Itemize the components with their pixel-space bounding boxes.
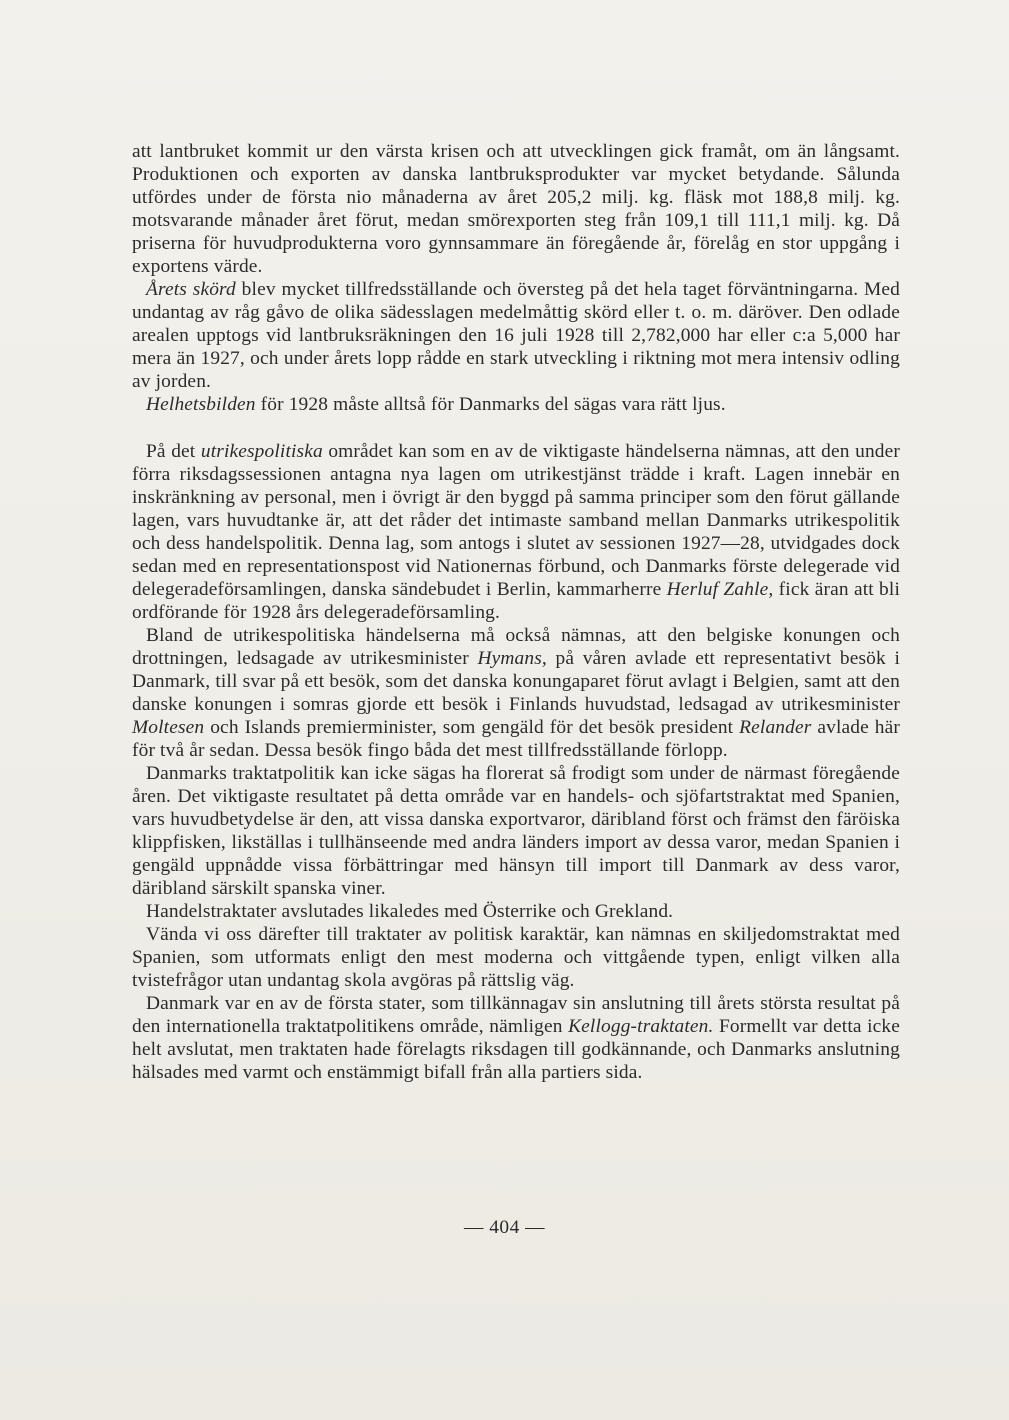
text-run: och Islands premierminister, som gengäld för det besök president — [204, 717, 740, 738]
paragraph-text: blev mycket tillfredsställande och översteg på det hela taget förväntningarna. Med undantag av råg gåvo de olika sädesslagen medelmåttig skörd eller t. o. m. däröver. Den odlade arealen upptogs vid lantbruksräkningen den 16 juli 1928 till 2,782,000 har eller c:a 5,000 har mera än 1927, och under årets lopp rådde en stark utveckling i riktning mot mera intensiv odling av jorden. — [132, 279, 901, 392]
text-run: området kan som en av de viktigaste händelserna nämnas, att den under förra riksdagssessionen antagna nya lagen om utrikestjänst trädde i kraft. Lagen innebär en inskränkning av personal, men i övrigt är den byggd på samma principer som den förut gällande lagen, vars huvudtanke är, att det råder det intimaste samband mellan Danmarks utrikespolitik och dess handelspolitik. Denna lag, som antogs i slutet av sessionen 1927—28, utvidgades dock sedan med en representationspost vid Nationernas förbund, och Danmarks förste delegerade vid delegeradeförsamlingen, danska sändebudet i Berlin, kammarherre — [132, 441, 901, 600]
italic-lead-overall: Helhetsbilden — [146, 394, 256, 415]
paragraph-treaty-policy — [132, 762, 900, 900]
italic-lead-harvest: Årets skörd — [146, 279, 236, 300]
italic-term: utrikespolitiska — [200, 441, 323, 462]
paragraph-kellogg — [132, 992, 900, 1084]
text-run: fick äran att bli ordförande för 1928 års delegeradeförsamling. — [132, 579, 900, 623]
text-run: på våren avlade ett representativt besök i Danmark, till svar på ett besök, som det danska konungaparet förut avlagt i Belgien, samt att den danske konungen i somras gjorde ett besök i Finlands huvudstad, ledsagad av utrikesminister — [132, 648, 900, 715]
paragraph-trade-treaties — [132, 900, 900, 923]
paragraph-arbitration — [132, 923, 900, 992]
foreign-policy-section — [132, 440, 900, 1084]
agriculture-section — [132, 140, 900, 416]
text-run: Formellt var detta icke helt avslutat, men traktaten hade förelagts riksdagen till godkännande, och Danmarks anslutning hälsades med varmt och enstämmigt bifall från alla partiers sida. — [132, 1016, 900, 1083]
paragraph-royal-visits — [132, 624, 900, 762]
text-run: avlade här för två år sedan. Dessa besök fingo båda det mest tillfredsställande förlopp. — [132, 717, 901, 761]
paragraph-text: Danmarks traktatpolitik kan icke sägas ha florerat så frodigt som under de närmast föregående åren. Det viktigaste resultatet på detta område var en handels- och sjöfartstraktat med Spanien, vars huvudbetydelse är den, att vissa danska exportvaror, däribland först och främst den färöiska klippfisken, likställas i tullhänseende med andra länders import av dessa varor, medan Spanien i gengäld uppnådde vissa förbättringar med hänsyn till import till Danmark av dess varor, däribland särskilt spanska viner. — [132, 763, 900, 899]
paragraph-harvest — [132, 278, 900, 393]
paragraph-foreign-service — [132, 440, 900, 624]
italic-name: Herluf Zahle, — [666, 579, 774, 600]
paragraph-text: Handelstraktater avslutades likaledes med Österrike och Grekland. — [146, 901, 674, 922]
paragraph-text: för 1928 måste alltså för Danmarks del sägas vara rätt ljus. — [255, 394, 726, 415]
italic-name: Moltesen — [132, 717, 205, 738]
italic-term: Kellogg-traktaten. — [568, 1016, 714, 1037]
paragraph-agriculture-export — [132, 140, 900, 278]
text-run: Bland de utrikespolitiska händelserna må också nämnas, att den belgiske konungen och drottningen, ledsagade av utrikesminister — [132, 625, 900, 669]
italic-name: Hymans, — [477, 648, 547, 669]
italic-name: Relander — [739, 717, 812, 738]
text-run: På det — [146, 441, 201, 462]
text-run: Danmark var en av de första stater, som tillkännagav sin anslutning till årets största resultat på den internationella traktatpolitikens område, nämligen — [132, 993, 900, 1037]
paragraph-overall — [132, 393, 900, 416]
page-number: — 404 — — [463, 1217, 546, 1238]
paragraph-text: Vända vi oss därefter till traktater av politisk karaktär, kan nämnas en skiljedomstraktat med Spanien, som utformats enligt den mest moderna och vittgående typen, enligt vilken alla tvistefrågor utan undantag skola avgöras på rättslig väg. — [132, 924, 900, 991]
paragraph-text: att lantbruket kommit ur den värsta krisen och att utvecklingen gick framåt, om än långsamt. Produktionen och exporten av danska lantbruksprodukter var mycket betydande. Sålunda utfördes under de första nio månaderna av året 205,2 milj. kg. fläsk mot 188,8 milj. kg. motsvarande månader året förut, medan smörexporten steg från 109,1 till 111,1 milj. kg. Då priserna för huvudprodukterna voro gynnsammare än föregående år, förelåg en stor uppgång i exportens värde. — [132, 141, 900, 277]
